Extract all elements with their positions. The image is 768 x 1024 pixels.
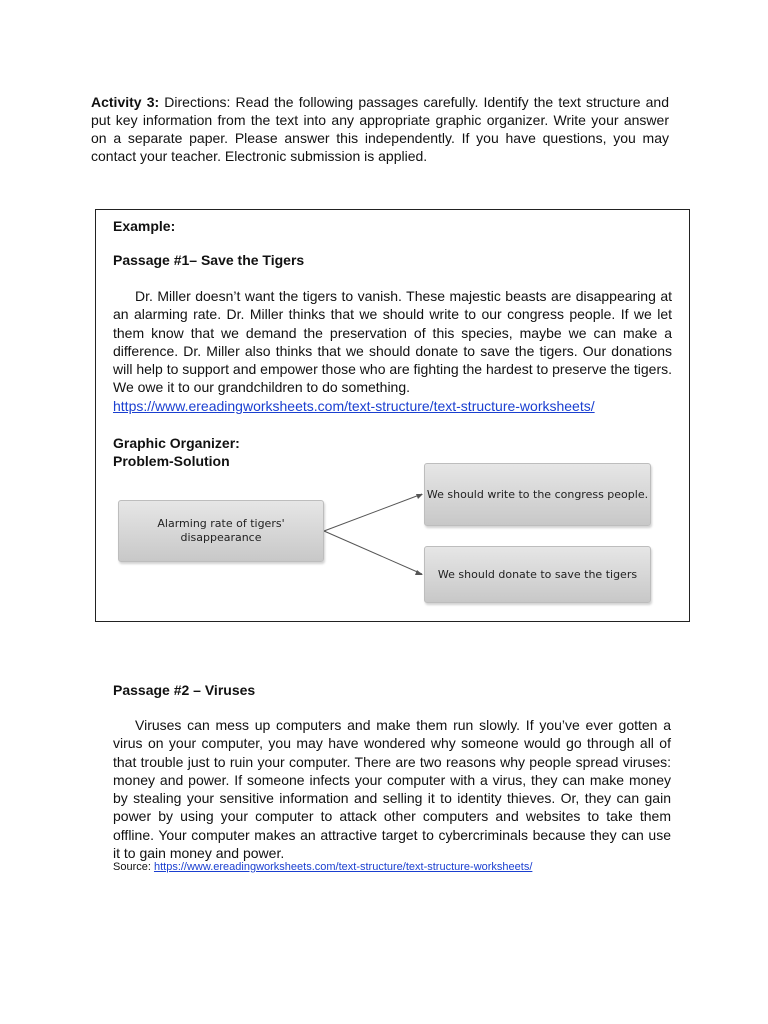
passage2-body: [113, 716, 671, 862]
connector-arrow-2: [415, 570, 423, 575]
activity-directions-text: Directions: Read the following passages carefully. Identify the text structure and put key information from the text into any appropriate graphic organizer. Write your answer on a separate paper. Please answer this independently. If you have questions, you may contact your teacher. Electronic submission is applied.: [91, 94, 669, 164]
passage1-source-link[interactable]: https://www.ereadingworksheets.com/text-structure/text-structure-worksheets/: [113, 397, 595, 414]
source-link[interactable]: https://www.ereadingworksheets.com/text-structure/text-structure-worksheets/: [153, 861, 533, 873]
source-label: Source:: [113, 861, 154, 873]
connector-arrow-1: [416, 494, 423, 499]
source-line: [113, 861, 532, 873]
solution-node-1: We should write to the congress people.: [424, 463, 651, 526]
example-box: [95, 209, 690, 622]
solution-node-2: We should donate to save the tigers: [424, 546, 651, 603]
organizer-type: Problem-Solution: [113, 453, 230, 469]
connector-line-2: [324, 531, 422, 574]
example-label: Example:: [113, 218, 176, 234]
passage1-title: Passage #1– Save the Tigers: [113, 252, 305, 268]
graphic-organizer-label: Graphic Organizer:: [113, 435, 240, 451]
passage2-title: Passage #2 – Viruses: [113, 682, 256, 698]
passage2-text: Viruses can mess up computers and make them run slowly. If you’ve ever gotten a virus on your computer, you may have wondered why someone would go through all of that trouble just to ruin your computer. There are two reasons why people spread viruses: money and power. If someone infects your computer with a virus, they can make money by stealing your sensitive information and selling it to identity thieves. Or, they can gain power by using your computer to attack other computers and websites to take them offline. Your computer makes an attractive target to cybercriminals because they can use it to gain money and power.: [113, 717, 671, 862]
passage1-body: [113, 287, 672, 415]
passage1-text: Dr. Miller doesn’t want the tigers to vanish. These majestic beasts are disappearing at an alarming rate. Dr. Miller thinks that we should write to our congress people. If we let them know that we demand the preservation of this species, maybe we can make a difference. Dr. Miller also thinks that we should donate to save the tigers. Our donations will help to support and empower those who are fighting the hardest to preserve the tigers. We owe it to our grandchildren to do something.: [113, 288, 672, 396]
graphic-organizer-heading: [113, 434, 240, 470]
problem-node: Alarming rate of tigers' disappearance: [118, 500, 324, 562]
activity-label: Activity 3:: [91, 94, 160, 110]
activity-directions: [91, 93, 669, 165]
connector-line-1: [324, 494, 422, 531]
